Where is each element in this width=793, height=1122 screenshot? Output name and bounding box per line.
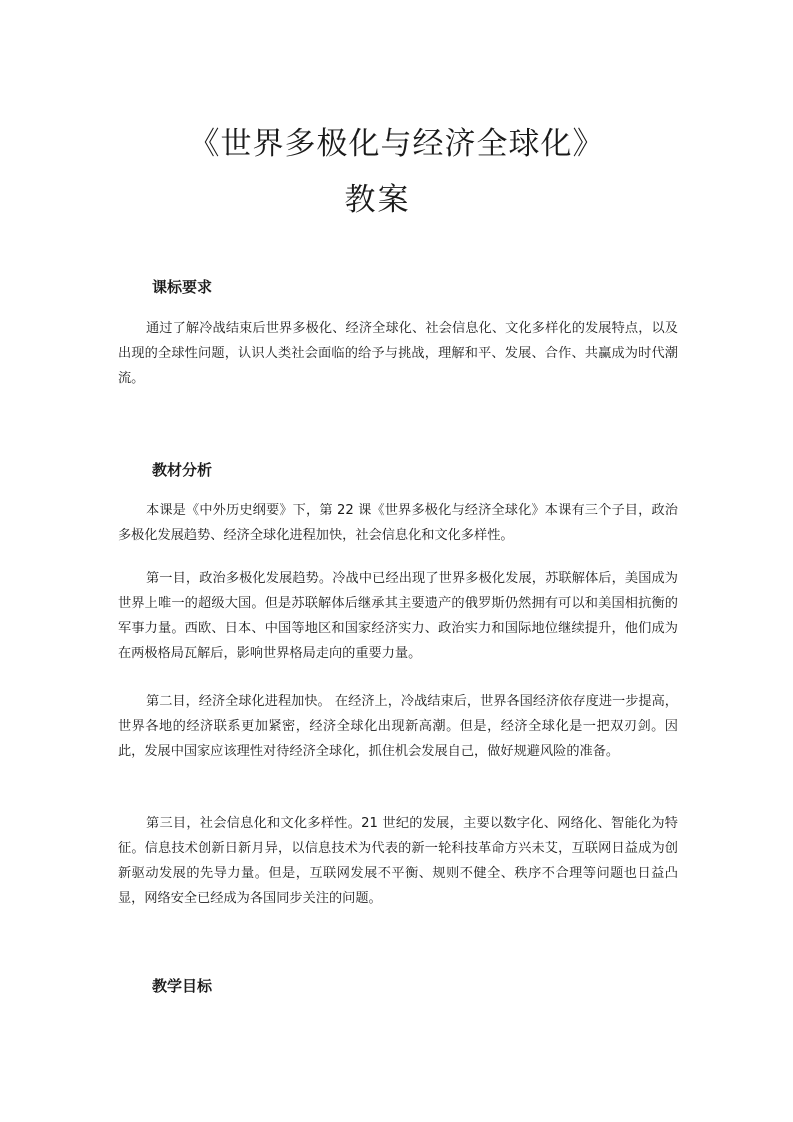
section-heading-textbook-analysis: 教材分析 [152,461,213,479]
section-heading-curriculum-requirements: 课标要求 [152,278,213,296]
paragraph-curriculum-requirements: 通过了解冷战结束后世界多极化、经济全球化、社会信息化、文化多样化的发展特点，以及出现的全球性问题，认识人类社会面临的给予与挑战，理解和平、发展、合作、共赢成为时代潮流。 [118,321,678,386]
document-title: 《世界多极化与经济全球化》 [188,126,605,162]
paragraph-subtopic-3: 第三目，社会信息化和文化多样性。21 世纪的发展，主要以数字化、网络化、智能化为特征。信息技术创新日新月异，以信息技术为代表的新一轮科技革命方兴未艾，互联网日益成为创新驱动发展的先导力量。但是，互联网发展不平衡、规则不健全、秩序不合理等问题也日益凸显，网络安全已经成为各国同步关注的问题。 [118,816,678,906]
section-heading-teaching-objectives: 教学目标 [152,977,213,995]
paragraph-subtopic-2: 第二目，经济全球化进程加快。 在经济上，冷战结束后，世界各国经济依存度进一步提高，世界各地的经济联系更加紧密，经济全球化出现新高潮。但是，经济全球化是一把双刃剑。因此，发展中国家应该理性对待经济全球化，抓住机会发展自己，做好规避风险的准备。 [118,694,678,759]
paragraph-textbook-overview: 本课是《中外历史纲要》下，第 22 课《世界多极化与经济全球化》本课有三个子目，政治多极化发展趋势、经济全球化进程加快，社会信息化和文化多样性。 [118,503,678,543]
document-subtitle: 教案 [344,182,411,218]
paragraph-subtopic-1: 第一目，政治多极化发展趋势。冷战中已经出现了世界多极化发展，苏联解体后，美国成为世界上唯一的超级大国。但是苏联解体后继承其主要遗产的俄罗斯仍然拥有可以和美国相抗衡的军事力量。西欧、日本、中国等地区和国家经济实力、政治实力和国际地位继续提升，他们成为在两极格局瓦解后，影响世界格局走向的重要力量。 [118,571,678,661]
